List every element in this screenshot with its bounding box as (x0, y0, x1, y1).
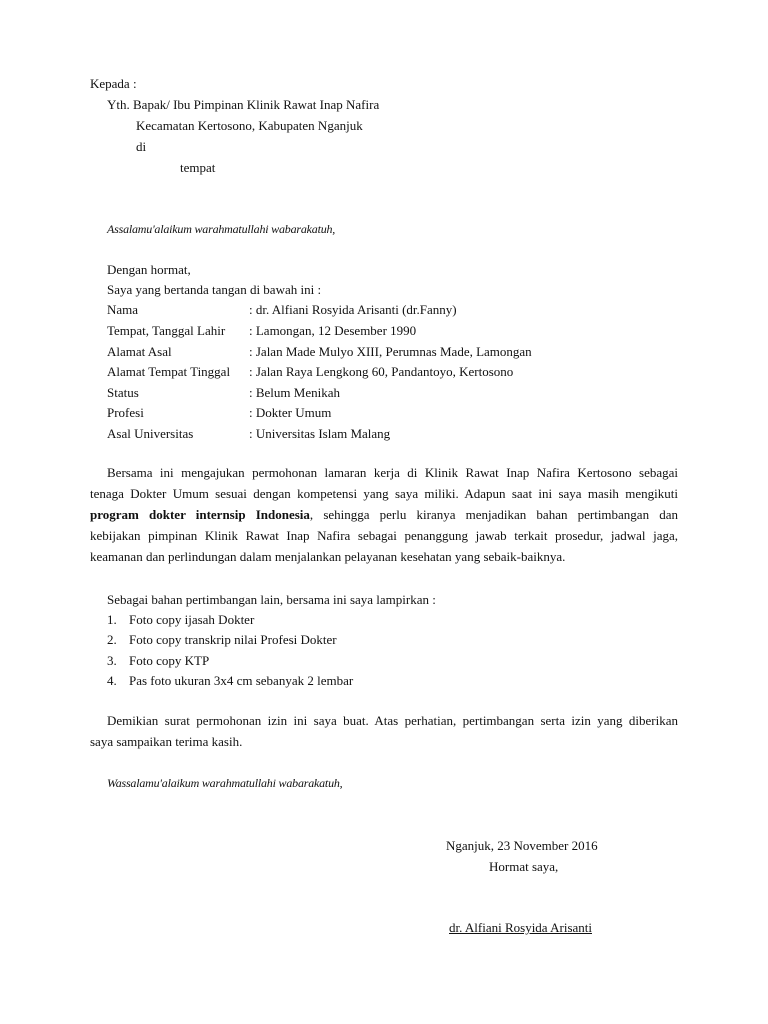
recipient-tempat: tempat (180, 160, 216, 175)
field-label: Tempat, Tanggal Lahir (107, 323, 226, 338)
body-line: tenaga Dokter Umum sesuai dengan kompetensi yang saya miliki. Adapun saat ini saya masih mengikuti (90, 486, 678, 501)
field-ttl (107, 321, 667, 341)
recipient-di: di (136, 139, 147, 154)
salutation: Dengan hormat, (107, 262, 191, 277)
body-line: Bersama ini mengajukan permohonan lamaran kerja di Klinik Rawat Inap Nafira Kertosono sebagai (107, 465, 678, 480)
field-label: Profesi (107, 405, 144, 420)
kepada-label: Kepada : (90, 76, 137, 91)
attachments-intro: Sebagai bahan pertimbangan lain, bersama ini saya lampirkan : (107, 592, 436, 607)
recipient-line: Yth. Bapak/ Ibu Pimpinan Klinik Rawat Inap Nafira (107, 97, 380, 112)
field-alamat-asal (107, 342, 667, 362)
body-paragraph (90, 462, 678, 567)
field-value: : Belum Menikah (249, 385, 340, 400)
list-number: 3. (107, 653, 117, 668)
field-value: : Jalan Raya Lengkong 60, Pandantoyo, Kertosono (249, 364, 514, 379)
field-profesi (107, 403, 667, 423)
field-value: : Dokter Umum (249, 405, 332, 420)
list-text: Foto copy KTP (129, 653, 210, 668)
field-label: Nama (107, 302, 139, 317)
closing-paragraph (90, 710, 678, 752)
field-label: Status (107, 385, 139, 400)
body-line-rest: , sehingga perlu kiranya menjadikan bahan pertimbangan dan (309, 507, 678, 522)
closing-line: saya sampaikan terima kasih. (90, 734, 243, 749)
field-status (107, 383, 667, 403)
field-value: : Jalan Made Mulyo XIII, Perumnas Made, Lamongan (249, 344, 532, 359)
list-text: Pas foto ukuran 3x4 cm sebanyak 2 lembar (129, 673, 354, 688)
list-number: 2. (107, 632, 117, 647)
list-text: Foto copy transkrip nilai Profesi Dokter (129, 632, 337, 647)
field-label: Alamat Asal (107, 344, 172, 359)
closing-line: Demikian surat permohonan izin ini saya buat. Atas perhatian, pertimbangan serta izin yang diberikan (107, 713, 678, 728)
list-number: 4. (107, 673, 117, 688)
body-line: kebijakan pimpinan Klinik Rawat Inap Nafira sebagai penanggung jawab terkait prosedur, jadwal jaga, (90, 528, 678, 543)
regards: Hormat saya, (489, 859, 559, 874)
field-alamat-tinggal (107, 362, 667, 382)
field-value: : Lamongan, 12 Desember 1990 (249, 323, 417, 338)
closing-greeting: Wassalamu'alaikum warahmatullahi wabarakatuh, (107, 776, 343, 790)
field-value: : Universitas Islam Malang (249, 426, 391, 441)
field-label: Asal Universitas (107, 426, 194, 441)
body-line (90, 504, 678, 525)
signer-name: dr. Alfiani Rosyida Arisanti (449, 920, 592, 935)
opening-greeting: Assalamu'alaikum warahmatullahi wabarakatuh, (107, 222, 336, 236)
body-line: keamanan dan perlindungan dalam menjalankan pelayanan kesehatan yang sebaik-baiknya. (90, 549, 566, 564)
field-value: : dr. Alfiani Rosyida Arisanti (dr.Fanny) (249, 302, 457, 317)
place-date: Nganjuk, 23 November 2016 (446, 838, 598, 853)
bold-program-text: program dokter internsip Indonesia (90, 507, 310, 522)
list-text: Foto copy ijasah Dokter (129, 612, 255, 627)
field-universitas (107, 424, 667, 444)
list-number: 1. (107, 612, 117, 627)
recipient-address: Kecamatan Kertosono, Kabupaten Nganjuk (136, 118, 363, 133)
field-label: Alamat Tempat Tinggal (107, 364, 231, 379)
intro-statement: Saya yang bertanda tangan di bawah ini : (107, 282, 322, 297)
field-nama (107, 300, 667, 320)
